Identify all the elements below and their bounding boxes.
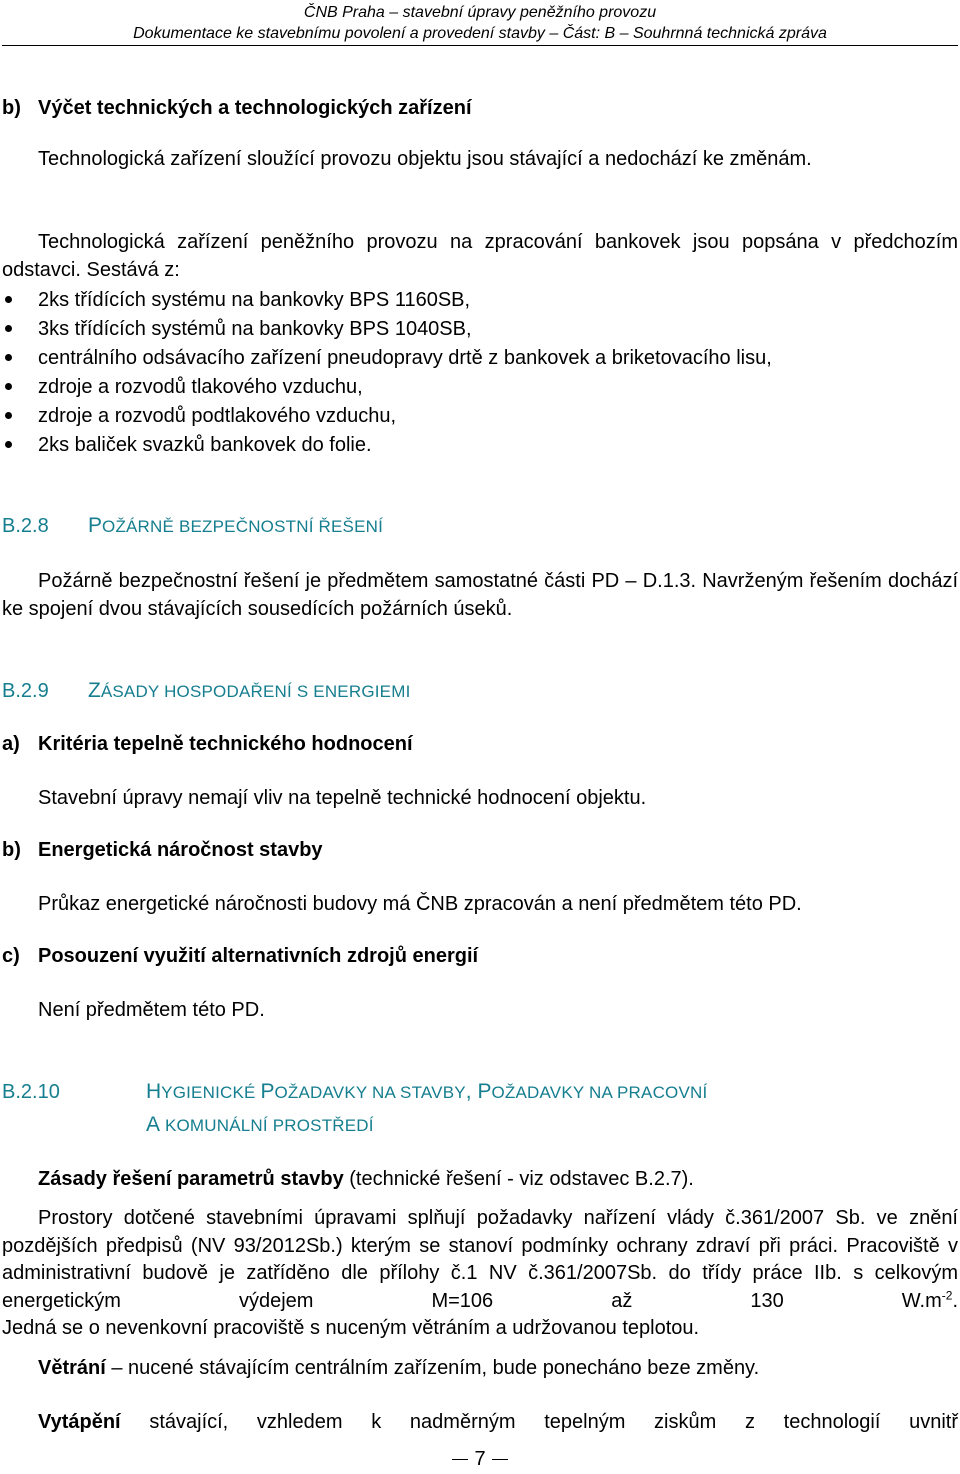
chapter-number: B.2.8: [2, 515, 49, 537]
section-b-heading: [2, 96, 958, 120]
paragraph-text: Není předmětem této PD.: [38, 999, 265, 1021]
section-title: Kritéria tepelně technického hodnocení: [38, 733, 413, 755]
list-item: 2ks třídících systému na bankovky BPS 1160SB,: [2, 286, 958, 315]
chapter-title-separator: ,: [465, 1080, 478, 1103]
subsection-a-heading: [2, 732, 958, 756]
header-line-2: Dokumentace ke stavebnímu povolení a provedení stavby – Část: B – Souhrnná technická zpráva: [133, 25, 827, 42]
chapter-title-initial: P: [477, 1080, 492, 1103]
subsection-a-text: [2, 785, 958, 813]
chapter-title: ÁSADY HOSPODAŘENÍ S ENERGIEMI: [100, 682, 411, 701]
chapter-heading-b28: [2, 513, 958, 540]
bold-lead: Vytápění: [38, 1411, 121, 1433]
design-principles-line: [2, 1166, 958, 1194]
paragraph-text: (technické řešení - viz odstavec B.2.7).: [343, 1168, 694, 1190]
chapter-title-initial: P: [88, 514, 103, 537]
equipment-list: [2, 286, 958, 460]
chapter-number: B.2.10: [2, 1081, 60, 1103]
section-letter: b): [2, 97, 21, 119]
chapter-title-part: KOMUNÁLNÍ PROSTŘEDÍ: [160, 1116, 374, 1135]
chapter-title-initial: Z: [88, 679, 101, 702]
chapter-title-part: OŽADAVKY NA PRACOVNÍ: [491, 1083, 708, 1102]
chapter-title: OŽÁRNĚ BEZPEČNOSTNÍ ŘEŠENÍ: [102, 517, 384, 536]
chapter-title-part: YGIENICKÉ: [161, 1083, 261, 1102]
page-number: [0, 1448, 960, 1471]
dash-left: [452, 1459, 468, 1460]
chapter-title-initial: A: [146, 1113, 161, 1136]
hygiene-paragraph: [2, 1205, 958, 1343]
paragraph-end: .: [952, 1289, 958, 1312]
header-line-1: ČNB Praha – stavební úpravy peněžního provozu: [303, 4, 657, 21]
paragraph-text: Stavební úpravy nemají vliv na tepelně technické hodnocení objektu.: [38, 787, 647, 809]
fire-safety-paragraph: [2, 568, 958, 623]
section-b-paragraph-1: [2, 146, 958, 174]
list-item: zdroje a rozvodů tlakového vzduchu,: [2, 373, 958, 402]
section-letter: b): [2, 839, 21, 861]
section-title: Výčet technických a technologických zařízení: [38, 97, 472, 119]
section-title: Posouzení využití alternativních zdrojů energií: [38, 945, 479, 967]
section-letter: c): [2, 945, 20, 967]
paragraph-text: stávající, vzhledem k nadměrným tepelným ziskům z technologií uvnitř: [120, 1411, 958, 1433]
subsection-c-heading: [2, 944, 958, 968]
superscript: -2: [941, 1287, 953, 1302]
chapter-heading-b210: [2, 1079, 958, 1139]
list-item: 3ks třídících systémů na bankovky BPS 1040SB,: [2, 315, 958, 344]
heating-line: [2, 1409, 958, 1437]
chapter-title-part: OŽADAVKY NA STAVBY: [274, 1083, 466, 1102]
list-item: 2ks baliček svazků bankovek do folie.: [2, 431, 958, 460]
page-number-value: 7: [474, 1448, 486, 1470]
chapter-heading-b29: [2, 678, 958, 705]
subsection-b-text: [2, 891, 958, 919]
paragraph-text: Jedná se o nevenkovní pracoviště s nuceným větráním a udržovanou teplotou.: [2, 1317, 700, 1339]
list-item: zdroje a rozvodů podtlakového vzduchu,: [2, 402, 958, 431]
ventilation-line: [2, 1355, 958, 1383]
page-header: [0, 2, 960, 44]
section-title: Energetická náročnost stavby: [38, 839, 323, 861]
section-letter: a): [2, 733, 20, 755]
paragraph-text: Požárně bezpečnostní řešení je předmětem samostatné části PD – D.1.3. Navrženým řešením dochází ke spojení dvou stávajících sousedících požárních úseků.: [2, 570, 958, 620]
list-item: centrálního odsávacího zařízení pneudopravy drtě z bankovek a briketovacího lisu,: [2, 344, 958, 373]
paragraph-text: Průkaz energetické náročnosti budovy má ČNB zpracován a není předmětem této PD.: [38, 893, 802, 915]
paragraph-text: Prostory dotčené stavebními úpravami splňují požadavky nařízení vlády č.361/2007 Sb. ve znění pozdějších předpisů (NV 93/2012Sb.) kterým se stanoví podmínky ochrany zdraví při práci. Pracoviště v administrativní budově je zatříděno dle přílohy č.1 NV č.361/2007Sb. do třídy práce IIb. s celkovým energetickým výdejem M=106 až 130 W.m: [2, 1207, 958, 1312]
section-b-paragraph-2: [2, 229, 958, 284]
chapter-title-initial: P: [260, 1080, 275, 1103]
bold-lead: Větrání: [38, 1357, 106, 1379]
bold-lead: Zásady řešení parametrů stavby: [38, 1168, 344, 1190]
paragraph-text: – nucené stávajícím centrálním zařízením, bude ponecháno beze změny.: [105, 1357, 760, 1379]
subsection-c-text: [2, 997, 958, 1025]
header-rule: [2, 45, 958, 46]
paragraph-text: Technologická zařízení peněžního provozu na zpracování bankovek jsou popsána v předchozím odstavci. Sestává z:: [2, 231, 958, 281]
chapter-title-initial: H: [146, 1080, 162, 1103]
chapter-number: B.2.9: [2, 680, 49, 702]
paragraph-text: Technologická zařízení sloužící provozu objektu jsou stávající a nedochází ke změnám.: [38, 148, 812, 170]
dash-right: [492, 1459, 508, 1460]
subsection-b-heading: [2, 838, 958, 862]
